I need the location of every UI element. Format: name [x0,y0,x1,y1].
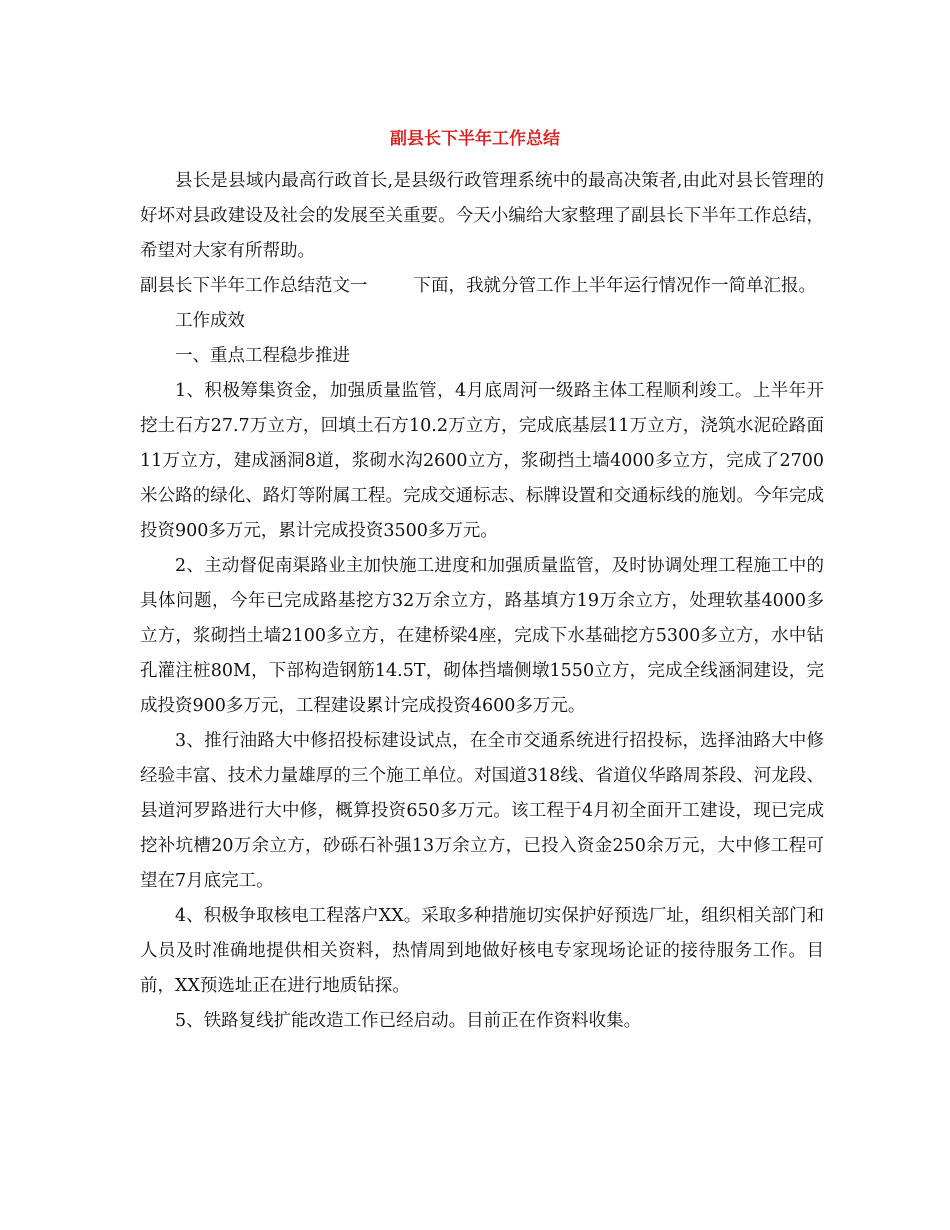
list-item: 3、推行油路大中修招投标建设试点，在全市交通系统进行招投标，选择油路大中修经验丰富、技术力量雄厚的三个施工单位。对国道318线、省道仪华路周茶段、河龙段、县道河罗路进行大中修，概算投资650多万元。该工程于4月初全面开工建设，现已完成挖补坑槽20万余立方，砂砾石补强13万余立方，已投入资金250余万元，大中修工程可望在7月底完工。 [140,731,824,891]
page-title: 副县长下半年工作总结 [390,129,560,149]
sample-paragraph [140,269,824,304]
list-item: 1、积极筹集资金，加强质量监管，4月底周河一级路主体工程顺利竣工。上半年开挖土石方27.7万立方，回填土石方10.2万立方，完成底基层11万立方，浇筑水泥砼路面11万立方，建成涵洞8道，浆砌水沟2600立方，浆砌挡土墙4000多立方，完成了2700米公路的绿化、路灯等附属工程。完成交通标志、标牌设置和交通标线的施划。今年完成投资900多万元，累计完成投资3500多万元。 [140,381,824,541]
list-item: 4、积极争取核电工程落户XX。采取多种措施切实保护好预选厂址，组织相关部门和人员及时准确地提供相关资料，热情周到地做好核电专家现场论证的接待服务工作。目前，XX预选址正在进行地质钻探。 [140,906,824,996]
document-body [140,164,824,1039]
section-heading: 工作成效 [175,311,245,331]
list-item: 5、铁路复线扩能改造工作已经启动。目前正在作资料收集。 [175,1011,642,1031]
subsection-heading: 一、重点工程稳步推进 [175,346,350,366]
sample-heading: 副县长下半年工作总结范文一 [140,276,368,296]
intro-paragraph: 县长是县域内最高行政首长,是县级行政管理系统中的最高决策者,由此对县长管理的好坏对县政建设及社会的发展至关重要。今天小编给大家整理了副县长下半年工作总结，希望对大家有所帮助。 [140,171,824,261]
sample-intro: 下面，我就分管工作上半年运行情况作一简单汇报。 [413,276,816,296]
list-item: 2、主动督促南渠路业主加快施工进度和加强质量监管，及时协调处理工程施工中的具体问题，今年已完成路基挖方32万余立方，路基填方19万余立方，处理软基4000多立方，浆砌挡土墙2100多立方，在建桥梁4座，完成下水基础挖方5300多立方，水中钻孔灌注桩80M，下部构造钢筋14.5T，砌体挡墙侧墩1550立方，完成全线涵洞建设，完成投资900多万元，工程建设累计完成投资4600多万元。 [140,556,824,716]
